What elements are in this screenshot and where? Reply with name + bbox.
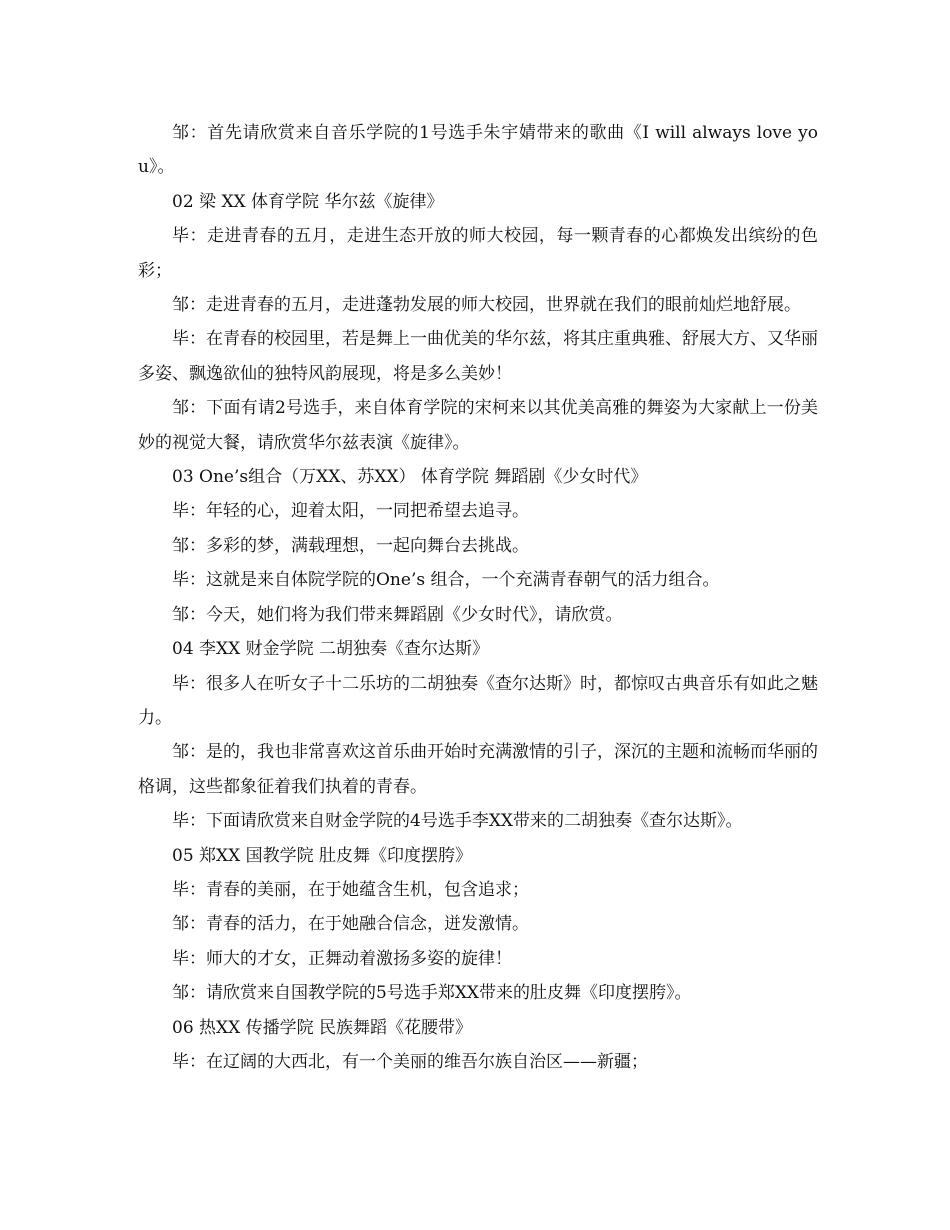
paragraph-zou-may-campus: 邹：走进青春的五月，走进蓬勃发展的师大校园，世界就在我们的眼前灿烂地舒展。 bbox=[172, 295, 801, 316]
paragraph-bi-waltz: 毕：在青春的校园里，若是舞上一曲优美的华尔兹，将其庄重典雅、舒展大方、又华丽多姿、飘逸欲仙的独特风韵展现，将是多么美妙！ bbox=[138, 329, 818, 384]
paragraph-zou-youth-vitality: 邹：青春的活力，在于她融合信念，迸发激情。 bbox=[172, 914, 529, 935]
paragraph-bi-xinjiang: 毕：在辽阔的大西北，有一个美丽的维吾尔族自治区——新疆； bbox=[172, 1051, 648, 1072]
paragraph-bi-contestant-4: 毕：下面请欣赏来自财金学院的4号选手李XX带来的二胡独奏《查尔达斯》。 bbox=[172, 811, 743, 832]
document-body bbox=[138, 116, 818, 1079]
program-heading-02: 02 梁 XX 体育学院 华尔兹《旋律》 bbox=[172, 191, 444, 212]
paragraph-bi-may-campus: 毕：走进青春的五月，走进生态开放的师大校园，每一颗青春的心都焕发出缤纷的色彩； bbox=[138, 226, 818, 281]
paragraph-bi-erhu: 毕：很多人在听女子十二乐坊的二胡独奏《查尔达斯》时，都惊叹古典音乐有如此之魅力。 bbox=[138, 673, 818, 728]
paragraph-bi-young-heart: 毕：年轻的心，迎着太阳，一同把希望去追寻。 bbox=[172, 501, 529, 522]
paragraph-zou-erhu: 邹：是的，我也非常喜欢这首乐曲开始时充满激情的引子，深沉的主题和流畅而华丽的格调，这些都象征着我们执着的青春。 bbox=[138, 742, 818, 797]
program-heading-06: 06 热XX 传播学院 民族舞蹈《花腰带》 bbox=[172, 1017, 473, 1038]
program-heading-03: 03 One’s组合（万XX、苏XX） 体育学院 舞蹈剧《少女时代》 bbox=[172, 467, 648, 488]
paragraph-bi-talent: 毕：师大的才女，正舞动着激扬多姿的旋律！ bbox=[172, 948, 512, 969]
paragraph-zou-colorful-dream: 邹：多彩的梦，满载理想，一起向舞台去挑战。 bbox=[172, 535, 529, 556]
paragraph-zou-contestant-5: 邹：请欣赏来自国教学院的5号选手郑XX带来的肚皮舞《印度摆胯》。 bbox=[172, 983, 692, 1004]
paragraph-zou-intro-song: 邹：首先请欣赏来自音乐学院的1号选手朱宇婧带来的歌曲《I will always love you》。 bbox=[138, 123, 818, 178]
paragraph-bi-ones-group: 毕：这就是来自体院学院的One’s 组合，一个充满青春朝气的活力组合。 bbox=[172, 570, 720, 591]
paragraph-zou-girls-generation: 邹：今天，她们将为我们带来舞蹈剧《少女时代》，请欣赏。 bbox=[172, 604, 623, 625]
paragraph-zou-contestant-2: 邹：下面有请2号选手，来自体育学院的宋柯来以其优美高雅的舞姿为大家献上一份美妙的视觉大餐，请欣赏华尔兹表演《旋律》。 bbox=[138, 398, 818, 453]
program-heading-04: 04 李XX 财金学院 二胡独奏《查尔达斯》 bbox=[172, 639, 490, 660]
program-heading-05: 05 郑XX 国教学院 肚皮舞《印度摆胯》 bbox=[172, 845, 473, 866]
paragraph-bi-youth-beauty: 毕：青春的美丽，在于她蕴含生机，包含追求； bbox=[172, 879, 529, 900]
